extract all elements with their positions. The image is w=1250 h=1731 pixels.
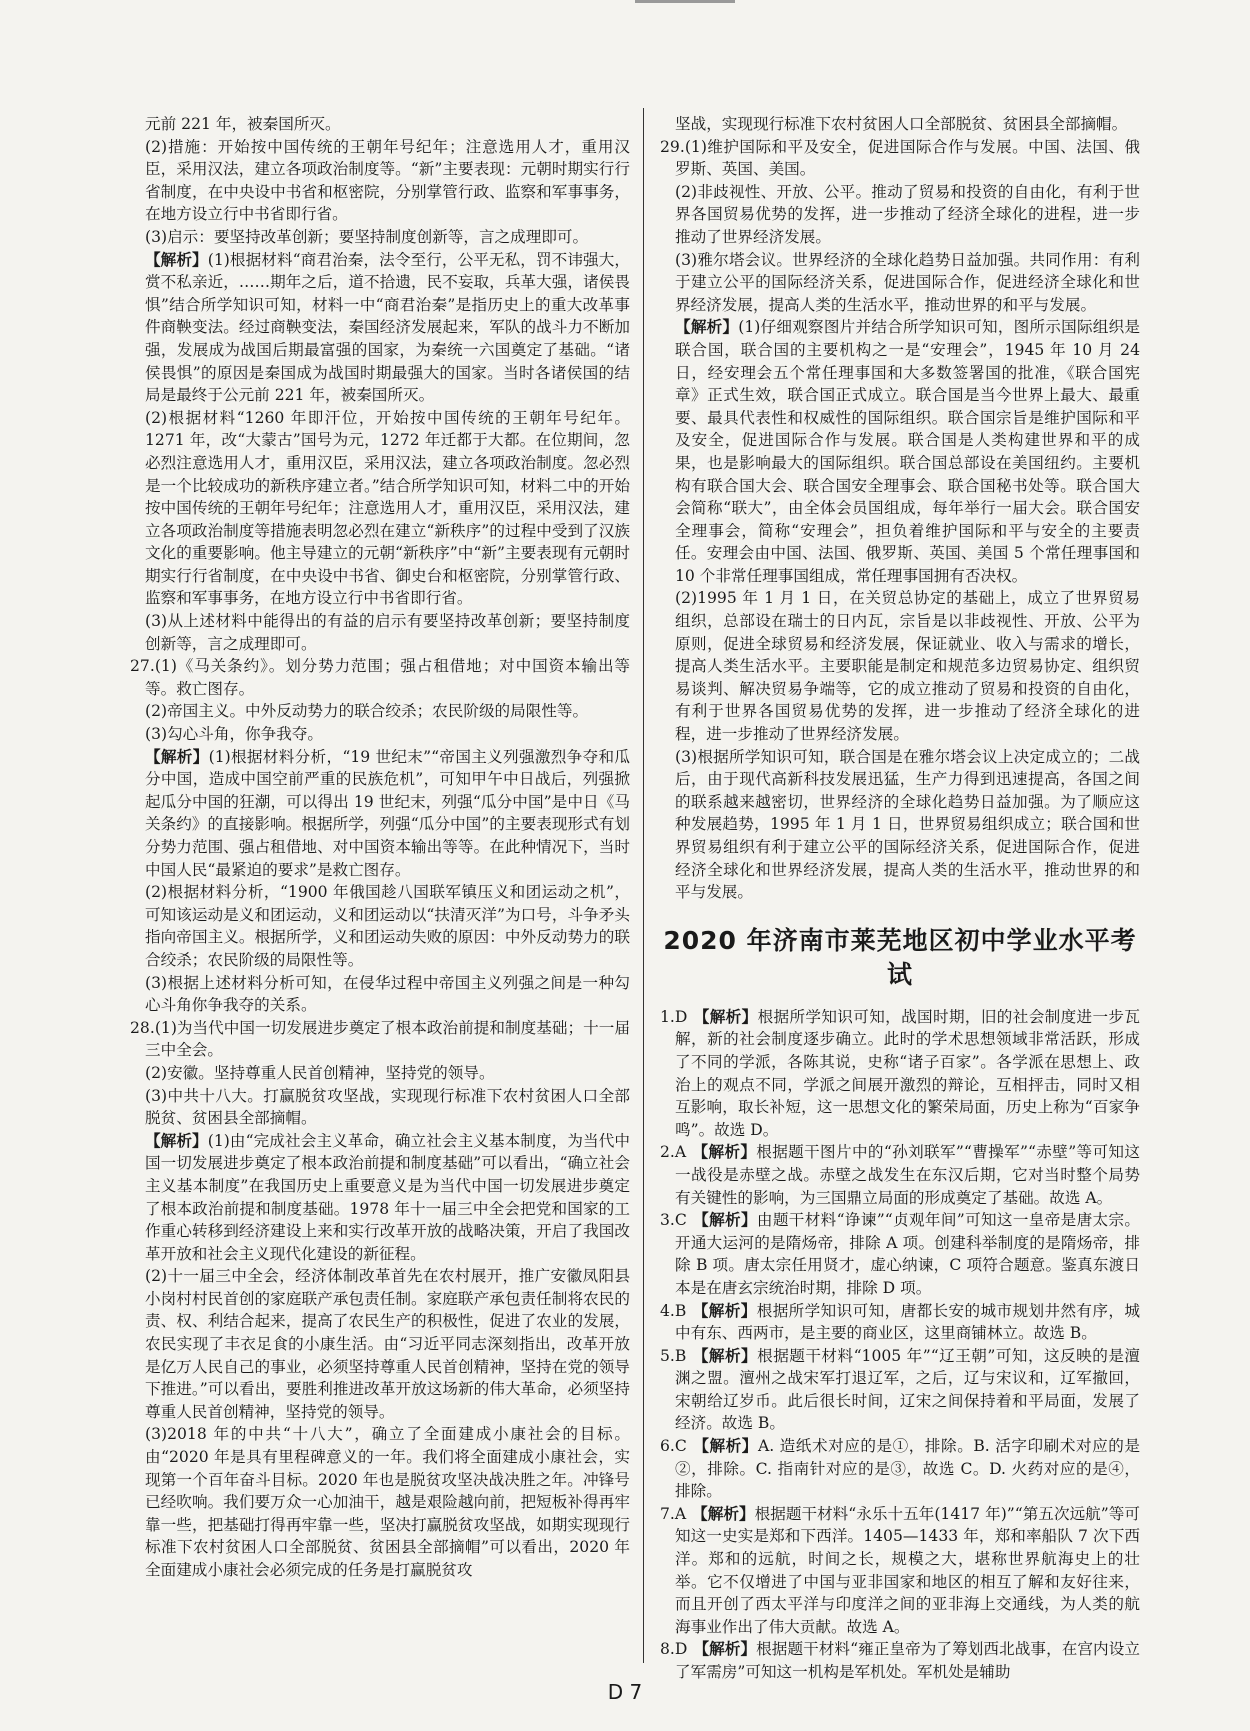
question-number: 4.: [660, 1301, 675, 1320]
answer-paragraph: [660, 1435, 1140, 1503]
analysis-label: 【解析】: [692, 1345, 758, 1365]
answer-choice: B: [674, 1346, 687, 1365]
question-number: 3.: [660, 1211, 675, 1230]
paragraph-text: 根据题干材料“雍正皇帝为了筹划西北战事，在宫内设立了军需房”可知这一机构是军机处。军机处是辅助: [675, 1640, 1140, 1681]
answer-paragraph: [130, 700, 630, 723]
answer-paragraph: [660, 1503, 1140, 1639]
paragraph-text: (3)根据上述材料分析可知，在侵华过程中帝国主义列强之间是一种勾心斗角你争我夺的关系。: [145, 973, 630, 1015]
paragraph-text: (1)《马关条约》。划分势力范围；强占租借地；对中国资本输出等等。救亡图存。: [145, 657, 630, 698]
paragraph-text: (3)雅尔塔会议。世界经济的全球化趋势日益加强。共同作用：有利于建立公平的国际经济关系，促进国际合作，促进经济全球化和世界经济发展，提高人类的生活水平，推动世界的和平与发展。: [675, 250, 1140, 314]
paragraph-text: (1)为当代中国一切发展进步奠定了根本政治前提和制度基础；十一届三中全会。: [145, 1018, 630, 1060]
paragraph-text: (2)根据材料“1260 年即汗位，开始按中国传统的王朝年号纪年。1271 年，改“大蒙古”国号为元，1272 年迁都于大都。在位期间，忽必烈注意选用人才，重用汉臣，采用汉法，建立各项政治制度。忽必烈是一个比较成功的新秩序建立者。”结合所学知识可知，材料二中的开始按中国传统的王朝年号纪年；注意选用人才，重用汉臣，采用汉法，建立各项政治制度等措施表明忽必烈在建立“新秩序”的过程中受到了汉族文化的重要影响。他主导建立的元朝“新秩序”中“新”主要表现有元朝时期实行行省制度，在中央设中书省、御史台和枢密院，分别掌管行政、监察和军事事务，在地方设立行中书省即行省。: [145, 408, 630, 608]
paragraph-text: (1)由“完成社会主义革命，确立社会主义基本制度，为当代中国一切发展进步奠定了根本政治前提和制度基础”可以看出，“确立社会主义基本制度”在我国历史上重要意义是为当代中国一切发展进步奠定了根本政治前提和制度基础。1978 年十一届三中全会把党和国家的工作重心转移到经济建设上来和实行改革开放的战略决策，开启了我国改革开放和社会主义现代化建设的新征程。: [145, 1131, 630, 1263]
analysis-label: 【解析】: [145, 249, 208, 269]
paragraph-text: (1)根据材料“商君治秦，法令至行，公平无私，罚不讳强大，赏不私亲近，……期年之后，道不拾遗，民不妄取，兵革大强，诸侯畏惧”结合所学知识可知，材料一中“商君治秦”是指历史上的重大改革事件商鞅变法。经过商鞅变法，秦国经济发展起来，军队的战斗力不断加强，发展成为战国后期最富强的国家，为秦统一六国奠定了基础。“诸侯畏惧”的原因是秦国成为战国时期最强大的国家。当时各诸侯国的结局是最终于公元前 221 年，被秦国所灭。: [145, 250, 630, 405]
analysis-label: 【解析】: [693, 1639, 757, 1659]
analysis-label: 【解析】: [692, 1503, 755, 1523]
paragraph-text: 元前 221 年，被秦国所灭。: [145, 115, 341, 133]
paragraph-text: (2)根据材料分析，“1900 年俄国趁八国联军镇压义和团运动之机”，可知该运动是义和团运动，义和团运动以“扶清灭洋”为口号，斗争矛头指向帝国主义。根据所学，义和团运动失败的原因：中外反动势力的联合绞杀；农民阶级的局限性等。: [145, 883, 630, 969]
answer-paragraph: [660, 1209, 1140, 1299]
answer-paragraph: [660, 1300, 1140, 1345]
paragraph-text: 由题干材料“诤谏”“贞观年间”可知这一皇帝是唐太宗。开通大运河的是隋炀帝，排除 A 项。创建科举制度的是隋炀帝，排除 B 项。唐太宗任用贤才，虚心纳谏，C 项符合题意。鉴真东渡日本是在唐玄宗统治时期，排除 D 项。: [675, 1211, 1140, 1297]
answer-paragraph: [660, 136, 1140, 181]
answer-paragraph: [130, 249, 630, 407]
answer-choice: A: [674, 1504, 687, 1523]
paragraph-text: 根据题干图片中的“孙刘联军”“曹操军”“赤壁”等可知这一战役是赤壁之战。赤壁之战发生在东汉后期，它对当时整个局势有关键性的影响，为三国鼎立局面的形成奠定了基础。故选 A。: [675, 1143, 1140, 1207]
answer-paragraph: [130, 655, 630, 700]
answer-paragraph: [660, 113, 1140, 136]
answer-paragraph: [660, 1006, 1140, 1142]
answer-paragraph: [660, 249, 1140, 317]
paragraph-text: 根据所学知识可知，战国时期，旧的社会制度进一步瓦解，新的社会制度逐步确立。此时的学术思想领域非常活跃，形成了不同的学派，各陈其说，史称“诸子百家”。各学派在思想上、政治上的观点不同，学派之间展开激烈的辩论，互相抨击，同时又相互影响，取长补短，这一思想文化的繁荣局面，历史上称为“百家争鸣”。故选 D。: [675, 1007, 1140, 1139]
analysis-label: 【解析】: [692, 1436, 758, 1456]
answer-paragraph: [130, 226, 630, 249]
question-number: 7.: [660, 1504, 675, 1523]
question-number: 5.: [660, 1346, 675, 1365]
answer-paragraph: [130, 1017, 630, 1062]
analysis-label: 【解析】: [692, 1300, 757, 1320]
question-number: 2.: [660, 1143, 675, 1162]
column-divider: [643, 108, 644, 1663]
paragraph-text: (3)启示：要坚持改革创新；要坚持制度创新等，言之成理即可。: [145, 227, 589, 246]
paragraph-text: 根据题干材料“永乐十五年(1417 年)”“第五次远航”等可知这一史实是郑和下西洋。1405—1433 年，郑和率船队 7 次下西洋。郑和的远航，时间之长，规模之大，堪称世界航海史上的壮举。它不仅增进了中国与亚非国家和地区的相互了解和友好往来，而且开创了西太平洋与印度洋之间的亚非海上交通线，为人类的航海事业作出了伟大贡献。故选 A。: [675, 1504, 1140, 1636]
answer-choice: D: [674, 1007, 688, 1026]
answer-paragraph: [660, 1638, 1140, 1683]
analysis-label: 【解析】: [692, 1142, 757, 1162]
analysis-label: 【解析】: [692, 1210, 757, 1230]
right-column: [660, 113, 1140, 1684]
answer-paragraph: [130, 113, 630, 136]
answer-paragraph: [660, 316, 1140, 587]
answer-paragraph: [130, 1265, 630, 1423]
answer-paragraph: [660, 1345, 1140, 1435]
answer-paragraph: [130, 136, 630, 226]
question-number: 29.: [660, 137, 685, 156]
paragraph-text: 根据所学知识可知，唐都长安的城市规划井然有序，城中有东、西两市，是主要的商业区，这里商铺林立。故选 B。: [675, 1301, 1140, 1343]
question-number: 1.: [660, 1007, 675, 1026]
paragraph-text: (2)帝国主义。中外反动势力的联合绞杀；农民阶级的局限性等。: [145, 702, 589, 721]
paragraph-text: A. 造纸术对应的是①，排除。B. 活字印刷术对应的是②，排除。C. 指南针对应的是③，故选 C。D. 火药对应的是④，排除。: [675, 1437, 1140, 1501]
answer-paragraph: [130, 746, 630, 882]
paragraph-text: (1)维护国际和平及安全，促进国际合作与发展。中国、法国、俄罗斯、英国、美国。: [675, 137, 1140, 179]
answer-paragraph: [660, 181, 1140, 249]
paragraph-text: (3)根据所学知识可知，联合国是在雅尔塔会议上决定成立的；二战后，由于现代高新科技发展迅猛，生产力得到迅速提高，各国之间的联系越来越密切，世界经济的全球化趋势日益加强。为了顺应这种发展趋势，1995 年 1 月 1 日，世界贸易组织成立；联合国和世界贸易组织有利于建立公平的国际经济关系，促进国际合作，促进经济全球化和世界经济发展，提高人类的生活水平，推动世界的和平与发展。: [675, 747, 1140, 902]
question-number: 8.: [660, 1640, 675, 1659]
analysis-label: 【解析】: [675, 317, 739, 337]
answer-paragraph: [130, 1062, 630, 1085]
answer-paragraph: [130, 723, 630, 746]
analysis-label: 【解析】: [693, 1006, 758, 1026]
answer-choice: C: [674, 1211, 687, 1230]
right-column-top: [660, 113, 1140, 904]
answer-paragraph: [130, 610, 630, 655]
paragraph-text: (3)中共十八大。打赢脱贫攻坚战，实现现行标准下农村贫困人口全部脱贫、贫困县全部摘帽。: [145, 1086, 630, 1128]
answer-choice: C: [674, 1437, 687, 1456]
paragraph-text: (3)勾心斗角，你争我夺。: [145, 725, 324, 744]
answer-paragraph: [130, 1085, 630, 1130]
paragraph-text: (1)仔细观察图片并结合所学知识可知，图所示国际组织是联合国，联合国的主要机构之一是“安理会”，1945 年 10 月 24 日，经安理会五个常任理事国和大多数签署国的批准，《联合国宪章》正式生效，联合国正式成立。联合国是当今世界上最大、最重要、最具代表性和权威性的国际组织。联合国宗旨是维护国际和平及安全，促进国际合作与发展。联合国是人类构建世界和平的成果，也是影响最大的国际组织。联合国总部设在美国纽约。主要机构有联合国大会、联合国安全理事会、联合国秘书处等。联合国大会简称“联大”，由全体会员国组成，每年举行一届大会。联合国安全理事会，简称“安理会”，担负着维护国际和平与安全的主要责任。安理会由中国、法国、俄罗斯、英国、美国 5 个常任理事国和 10 个非常任理事国组成，常任理事国拥有否决权。: [675, 318, 1140, 585]
question-number: 28.: [130, 1018, 155, 1037]
answer-paragraph: [130, 1423, 630, 1581]
top-rule: [635, 0, 735, 3]
answer-paragraph: [660, 746, 1140, 904]
paragraph-text: (2)措施：开始按中国传统的王朝年号纪年；注意选用人才，重用汉臣，采用汉法，建立各项政治制度等。“新”主要表现：元朝时期实行行省制度，在中央设中书省和枢密院，分别掌管行政、监察和军事事务，在地方设立行中书省即行省。: [145, 137, 630, 224]
left-column: [130, 113, 630, 1582]
answer-paragraph: [660, 1141, 1140, 1209]
answer-paragraph: [130, 1130, 630, 1266]
paragraph-text: (1)根据材料分析，“19 世纪末”“帝国主义列强激烈争夺和瓜分中国，造成中国空前严重的民族危机”，可知甲午中日战后，列强掀起瓜分中国的狂潮，可以得出 19 世纪末，列强“瓜分中国”是中日《马关条约》的直接影响。根据所学，列强“瓜分中国”的主要表现形式有划分势力范围、强占租借地、对中国资本输出等等。在此种情况下，当时中国人民“最紧迫的要求”是救亡图存。: [145, 747, 630, 879]
analysis-label: 【解析】: [145, 1130, 208, 1150]
answer-choice: A: [674, 1143, 687, 1162]
answer-choice: B: [674, 1301, 687, 1320]
analysis-label: 【解析】: [145, 746, 209, 766]
paragraph-text: (2)十一届三中全会，经济体制改革首先在农村展开，推广安徽凤阳县小岗村村民首创的家庭联产承包责任制。家庭联产承包责任制将农民的责、权、利结合起来，提高了农民生产的积极性，促进了农业的发展，农民实现了丰衣足食的小康生活。由“习近平同志深刻指出，改革开放是亿万人民自己的事业，必须坚持尊重人民首创精神，坚持在党的领导下推进。”可以看出，要胜利推进改革开放这场新的伟大革命，必须坚持尊重人民首创精神，坚持党的领导。: [145, 1267, 630, 1421]
question-number: 27.: [130, 657, 155, 676]
paragraph-text: (2)安徽。坚持尊重人民首创精神，坚持党的领导。: [145, 1063, 495, 1082]
answer-choice: D: [674, 1640, 688, 1659]
page-number: D 7: [607, 1680, 643, 1704]
paragraph-text: (3)2018 年的中共“十八大”，确立了全面建成小康社会的目标。由“2020 年是具有里程碑意义的一年。我们将全面建成小康社会，实现第一个百年奋斗目标。2020 年也是脱贫攻坚决战决胜之年。冲锋号已经吹响。我们要万众一心加油干，越是艰险越向前，把短板补得再牢靠一些，把基础打得再牢靠一些，坚决打赢脱贫攻坚战，如期实现现行标准下农村贫困人口全部脱贫、贫困县全部摘帽”可以看出，2020 年全面建成小康社会必须完成的任务是打赢脱贫攻: [145, 1425, 630, 1579]
right-column-bottom: [660, 1006, 1140, 1684]
paragraph-text: 根据题干材料“1005 年”“辽王朝”可知，这反映的是澶渊之盟。澶州之战宋军打退辽军，之后，辽与宋议和，辽军撤回，宋朝给辽岁币。此后很长时间，辽宋之间保持着和平局面，发展了经济。故选 B。: [675, 1346, 1140, 1433]
answer-paragraph: [130, 881, 630, 971]
answer-paragraph: [130, 972, 630, 1017]
paragraph-text: 坚战，实现现行标准下农村贫困人口全部脱贫、贫困县全部摘帽。: [675, 115, 1128, 133]
section-title: 2020 年济南市莱芜地区初中学业水平考试: [663, 925, 1137, 989]
answer-paragraph: [660, 587, 1140, 745]
answer-paragraph: [130, 407, 630, 610]
paragraph-text: (3)从上述材料中能得出的有益的启示有要坚持改革创新；要坚持制度创新等，言之成理即可。: [145, 612, 630, 653]
question-number: 6.: [660, 1437, 675, 1456]
paragraph-text: (2)非歧视性、开放、公平。推动了贸易和投资的自由化，有利于世界各国贸易优势的发挥，进一步推动了经济全球化的进程，进一步推动了世界经济发展。: [675, 182, 1140, 246]
paragraph-text: (2)1995 年 1 月 1 日，在关贸总协定的基础上，成立了世界贸易组织，总部设在瑞士的日内瓦，宗旨是以非歧视性、开放、公平为原则，促进全球贸易和经济发展，保证就业、收入与需求的增长，提高人类生活水平。主要职能是制定和规范多边贸易协定、组织贸易谈判、解决贸易争端等，它的成立推动了贸易和投资的自由化，有利于世界各国贸易优势的发挥，进一步推动了经济全球化的进程，进一步推动了世界经济发展。: [675, 589, 1140, 744]
